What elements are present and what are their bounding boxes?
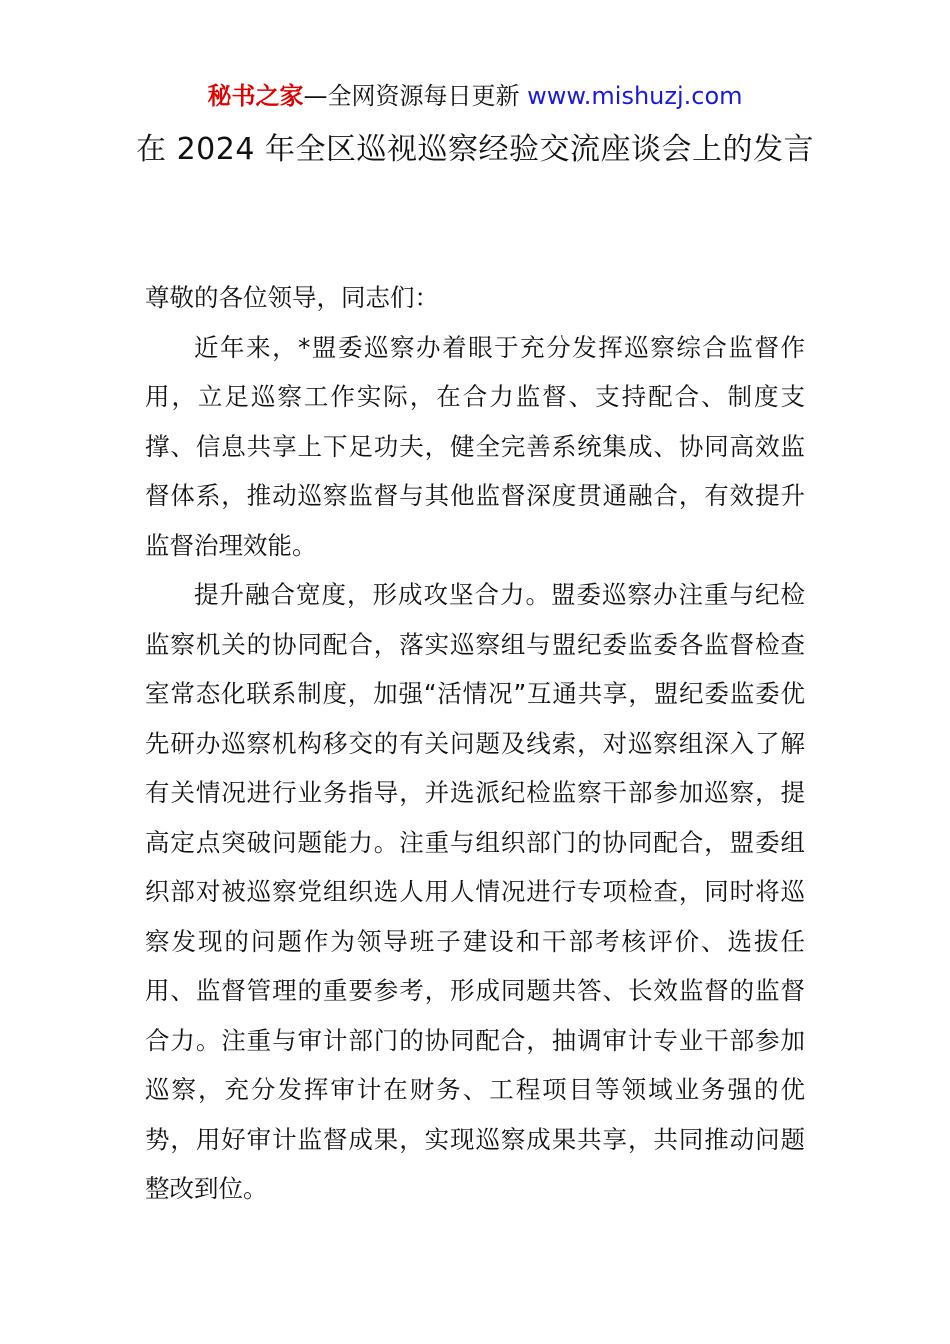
website-link[interactable]: www.mishuzj.com [527, 82, 743, 110]
document-body [145, 273, 805, 1214]
document-title: 在 2024 年全区巡视巡察经验交流座谈会上的发言 [136, 132, 814, 167]
brand-name: 秘书之家 [207, 82, 304, 110]
paragraph-integration: 提升融合宽度，形成攻坚合力。盟委巡察办注重与纪检监察机关的协同配合，落实巡察组与盟纪委监委各监督检查室常态化联系制度，加强“活情况”互通共享，盟纪委监委优先研办巡察机构移交的有关问题及线索，对巡察组深入了解有关情况进行业务指导，并选派纪检监察干部参加巡察，提高定点突破问题能力。注重与组织部门的协同配合，盟委组织部对被巡察党组织选人用人情况进行专项检查，同时将巡察发现的问题作为领导班子建设和干部考核评价、选拔任用、监督管理的重要参考，形成同题共答、长效监督的监督合力。注重与审计部门的协同配合，抽调审计专业干部参加巡察，充分发挥审计在财务、工程项目等领域业务强的优势，用好审计监督成果，实现巡察成果共享，共同推动问题整改到位。 [145, 580, 805, 1203]
header-tagline: —全网资源每日更新 [303, 82, 528, 110]
header-banner [0, 80, 950, 112]
salutation: 尊敬的各位领导，同志们： [145, 283, 439, 312]
paragraph-intro: 近年来，*盟委巡察办着眼于充分发挥巡察综合监督作用，立足巡察工作实际，在合力监督、支持配合、制度支撑、信息共享上下足功夫，健全完善系统集成、协同高效监督体系，推动巡察监督与其他监督深度贯通融合，有效提升监督治理效能。 [145, 332, 805, 560]
